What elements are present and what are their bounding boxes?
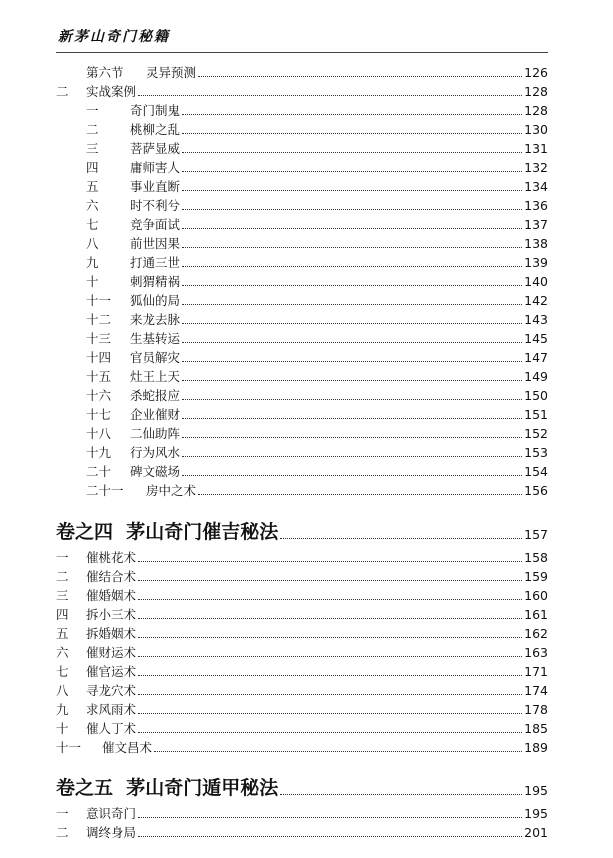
- toc-entry-title: 行为风水: [130, 445, 181, 460]
- dot-leader: [182, 228, 522, 229]
- toc-entry-title: 杀蛇报应: [130, 388, 181, 403]
- toc-entry[interactable]: [56, 737, 548, 755]
- dot-leader: [182, 380, 522, 381]
- toc-entry-number: 二十: [86, 464, 112, 479]
- toc-entry-page: 159: [524, 569, 548, 584]
- toc-entry[interactable]: [56, 822, 548, 840]
- toc-entry[interactable]: [56, 176, 548, 194]
- dot-leader: [138, 637, 522, 638]
- toc-entry[interactable]: [56, 480, 548, 498]
- volume-page: 157: [524, 527, 548, 542]
- toc-entry-title: 前世因果: [130, 236, 181, 251]
- toc-entry-page: 178: [524, 702, 548, 717]
- toc-entry-number: 十八: [86, 426, 112, 441]
- dot-leader: [182, 304, 522, 305]
- toc-entry-number: 十一: [86, 293, 112, 308]
- toc-entry-page: 156: [524, 483, 548, 498]
- toc-entry-title: 求风雨术: [86, 702, 137, 717]
- toc-entry-title: 二仙助阵: [130, 426, 181, 441]
- dot-leader: [182, 342, 522, 343]
- toc-entry-number: 十五: [86, 369, 112, 384]
- toc-entry-page: 171: [524, 664, 548, 679]
- dot-leader: [182, 190, 522, 191]
- toc-entry-number: 六: [86, 198, 99, 213]
- toc-entry-page: 147: [524, 350, 548, 365]
- toc-entry-title: 打通三世: [130, 255, 181, 270]
- toc-entry-number: 九: [56, 702, 69, 717]
- toc-entry-number: 三: [86, 141, 99, 156]
- toc-entry[interactable]: [56, 442, 548, 460]
- toc-entry-number: 十一: [56, 740, 82, 755]
- toc-entry-number: 二: [56, 84, 69, 99]
- toc-entry-number: 十三: [86, 331, 112, 346]
- dot-leader: [182, 437, 522, 438]
- dot-leader: [138, 694, 522, 695]
- dot-leader: [182, 247, 522, 248]
- toc-entry-page: 201: [524, 825, 548, 840]
- dot-leader: [182, 171, 522, 172]
- toc-entry[interactable]: [56, 642, 548, 660]
- dot-leader: [182, 323, 522, 324]
- toc-entry-number: 二: [86, 122, 99, 137]
- toc-entry[interactable]: [56, 385, 548, 403]
- toc-entry[interactable]: [56, 461, 548, 479]
- dot-leader: [198, 494, 522, 495]
- toc-entry-title: 寻龙穴术: [86, 683, 137, 698]
- dot-leader: [182, 152, 522, 153]
- toc-entry-title: 意识奇门: [86, 806, 137, 821]
- toc-entry-number: 一: [56, 806, 69, 821]
- dot-leader: [138, 732, 522, 733]
- toc-entry-title: 房中之术: [146, 483, 197, 498]
- dot-leader: [182, 266, 522, 267]
- dot-leader: [182, 399, 522, 400]
- toc-entry-title: 刺猬精祸: [130, 274, 181, 289]
- toc-entry-number: 八: [56, 683, 69, 698]
- toc-entry[interactable]: [56, 661, 548, 679]
- toc-entry[interactable]: [56, 157, 548, 175]
- toc-entry-number: 四: [56, 607, 69, 622]
- dot-leader: [138, 817, 522, 818]
- toc-entry[interactable]: [56, 547, 548, 565]
- dot-leader: [138, 561, 522, 562]
- toc-entry-title: 狐仙的局: [130, 293, 181, 308]
- toc-entry[interactable]: [56, 623, 548, 641]
- toc-entry-title: 拆婚姻术: [86, 626, 137, 641]
- toc-entry-page: 163: [524, 645, 548, 660]
- toc-entry-title: 来龙去脉: [130, 312, 181, 327]
- toc-entry[interactable]: [56, 718, 548, 736]
- toc-entry-title: 竞争面试: [130, 217, 181, 232]
- toc-entry-title: 奇门制鬼: [130, 103, 181, 118]
- toc-entry[interactable]: [56, 423, 548, 441]
- toc-entry-number: 十六: [86, 388, 112, 403]
- toc-entry[interactable]: [56, 347, 548, 365]
- toc-entry[interactable]: [56, 366, 548, 384]
- toc-entry-page: 134: [524, 179, 548, 194]
- toc-entry-title: 催人丁术: [86, 721, 137, 736]
- toc-entry-page: 138: [524, 236, 548, 251]
- toc-entry-page: 126: [524, 65, 548, 80]
- toc-entry-number: 四: [86, 160, 99, 175]
- toc-entry-number: 十九: [86, 445, 112, 460]
- toc-entry-number: 十: [56, 721, 69, 736]
- toc-entry-number: 十: [86, 274, 99, 289]
- toc-entry[interactable]: [56, 699, 548, 717]
- toc-entry-title: 生基转运: [130, 331, 181, 346]
- toc-entry-title: 事业直断: [130, 179, 181, 194]
- toc-entry[interactable]: [56, 138, 548, 156]
- toc-entry[interactable]: [56, 100, 548, 118]
- toc-entry-page: 139: [524, 255, 548, 270]
- toc-entry-title: 庸师害人: [130, 160, 181, 175]
- toc-entry-number: 二十一: [86, 483, 124, 498]
- toc-entry-title: 催财运术: [86, 645, 137, 660]
- toc-entry-page: 174: [524, 683, 548, 698]
- toc-entry[interactable]: [56, 62, 548, 80]
- toc-entry-title: 碑文磁场: [130, 464, 181, 479]
- toc-entry[interactable]: [56, 271, 548, 289]
- toc-entry[interactable]: [56, 252, 548, 270]
- toc-entry[interactable]: [56, 604, 548, 622]
- dot-leader: [182, 285, 522, 286]
- dot-leader: [138, 675, 522, 676]
- volume-title: 卷之四 茅山奇门催吉秘法: [56, 521, 279, 543]
- toc-entry-page: 162: [524, 626, 548, 641]
- toc-entry-title: 拆小三术: [86, 607, 137, 622]
- toc-entry[interactable]: [56, 233, 548, 251]
- toc-entry-title: 催官运术: [86, 664, 137, 679]
- toc-entry-page: 130: [524, 122, 548, 137]
- toc-entry-number: 七: [56, 664, 69, 679]
- toc-entry-number: 一: [56, 550, 69, 565]
- dot-leader: [138, 580, 522, 581]
- toc-entry-page: 142: [524, 293, 548, 308]
- toc-entry-title: 催桃花术: [86, 550, 137, 565]
- toc-entry-page: 137: [524, 217, 548, 232]
- toc-entry-title: 菩萨显威: [130, 141, 181, 156]
- toc-entry-page: 152: [524, 426, 548, 441]
- toc-entry-number: 五: [56, 626, 69, 641]
- dot-leader: [280, 794, 522, 795]
- toc-entry-page: 128: [524, 84, 548, 99]
- toc-entry[interactable]: [56, 290, 548, 308]
- dot-leader: [182, 475, 522, 476]
- toc-entry-title: 调终身局: [86, 825, 137, 840]
- toc-entry-number: 一: [86, 103, 99, 118]
- toc-entry-page: 128: [524, 103, 548, 118]
- toc-entry-number: 八: [86, 236, 99, 251]
- toc-entry-number: 第六节: [86, 65, 124, 80]
- toc-entry[interactable]: [56, 585, 548, 603]
- toc-entry-number: 七: [86, 217, 99, 232]
- dot-leader: [182, 418, 522, 419]
- toc-entry-title: 桃柳之乱: [130, 122, 181, 137]
- toc-entry-page: 145: [524, 331, 548, 346]
- toc-entry-title: 催结合术: [86, 569, 137, 584]
- toc-entry-page: 132: [524, 160, 548, 175]
- dot-leader: [182, 209, 522, 210]
- dot-leader: [198, 76, 522, 77]
- dot-leader: [138, 599, 522, 600]
- toc-entry-number: 十二: [86, 312, 112, 327]
- dot-leader: [138, 713, 522, 714]
- toc-entry[interactable]: [56, 214, 548, 232]
- toc-entry-number: 十七: [86, 407, 112, 422]
- toc-entry[interactable]: [56, 566, 548, 584]
- toc-entry-page: 153: [524, 445, 548, 460]
- toc-entry-page: 185: [524, 721, 548, 736]
- toc-entry-title: 灵异预测: [146, 65, 197, 80]
- dot-leader: [138, 836, 522, 837]
- toc-entry[interactable]: [56, 680, 548, 698]
- toc-entry-page: 154: [524, 464, 548, 479]
- dot-leader: [182, 114, 522, 115]
- toc-entry[interactable]: [56, 81, 548, 99]
- toc-entry[interactable]: [56, 119, 548, 137]
- toc-entry-page: 150: [524, 388, 548, 403]
- toc-entry-title: 灶王上天: [130, 369, 181, 384]
- dot-leader: [138, 656, 522, 657]
- toc-entry-number: 九: [86, 255, 99, 270]
- dot-leader: [182, 361, 522, 362]
- toc-entry-page: 158: [524, 550, 548, 565]
- toc-entry-number: 六: [56, 645, 69, 660]
- running-header: 新茅山奇门秘籍: [58, 29, 170, 45]
- dot-leader: [138, 95, 522, 96]
- toc-entry[interactable]: [56, 404, 548, 422]
- toc-entry-number: 十四: [86, 350, 112, 365]
- dot-leader: [182, 456, 522, 457]
- toc-entry-number: 五: [86, 179, 99, 194]
- toc-entry-page: 160: [524, 588, 548, 603]
- toc-entry-number: 三: [56, 588, 69, 603]
- volume-title: 卷之五 茅山奇门遁甲秘法: [56, 777, 279, 799]
- toc-entry-title: 官员解灾: [130, 350, 181, 365]
- toc-entry-title: 催文昌术: [102, 740, 153, 755]
- header-rule: [56, 52, 548, 53]
- toc-entry-title: 催婚姻术: [86, 588, 137, 603]
- toc-entry-number: 二: [56, 825, 69, 840]
- volume-heading[interactable]: [56, 775, 548, 799]
- toc-entry-page: 140: [524, 274, 548, 289]
- toc-entry[interactable]: [56, 195, 548, 213]
- toc-entry-title: 企业催财: [130, 407, 181, 422]
- dot-leader: [280, 538, 522, 539]
- toc-entry-page: 131: [524, 141, 548, 156]
- dot-leader: [182, 133, 522, 134]
- toc-entry-page: 136: [524, 198, 548, 213]
- dot-leader: [138, 618, 522, 619]
- toc-entry[interactable]: [56, 328, 548, 346]
- toc-entry-page: 195: [524, 806, 548, 821]
- toc-entry-title: 实战案例: [86, 84, 137, 99]
- toc-entry-page: 151: [524, 407, 548, 422]
- toc-entry-page: 149: [524, 369, 548, 384]
- toc-entry[interactable]: [56, 803, 548, 821]
- toc-entry-page: 161: [524, 607, 548, 622]
- volume-heading[interactable]: [56, 519, 548, 543]
- toc-entry-page: 189: [524, 740, 548, 755]
- toc-entry-number: 二: [56, 569, 69, 584]
- toc-entry-title: 时不利兮: [130, 198, 181, 213]
- volume-page: 195: [524, 783, 548, 798]
- dot-leader: [154, 751, 522, 752]
- toc-entry[interactable]: [56, 309, 548, 327]
- toc-entry-page: 143: [524, 312, 548, 327]
